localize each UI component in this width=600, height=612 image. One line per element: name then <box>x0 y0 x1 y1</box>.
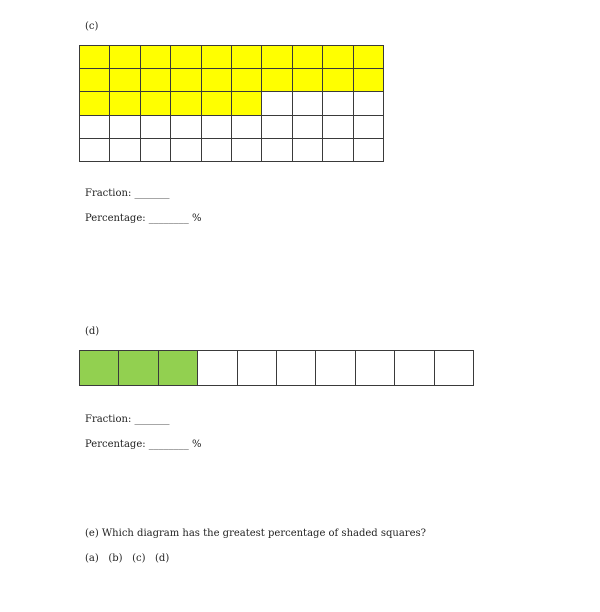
grid-c-row <box>80 92 384 115</box>
grid-c-shaded-square <box>80 69 110 92</box>
grid-d-empty-square <box>395 351 434 386</box>
grid-d-empty-square <box>434 351 473 386</box>
grid-d-empty-square <box>316 351 355 386</box>
grid-c-shaded-square <box>140 69 170 92</box>
grid-c-empty-square <box>323 138 353 161</box>
grid-c-empty-square <box>292 92 322 115</box>
grid-c-empty-square <box>171 138 201 161</box>
grid-c-row <box>80 138 384 161</box>
grid-c-empty-square <box>262 138 292 161</box>
grid-c-empty-square <box>353 92 383 115</box>
grid-c-shaded-square <box>231 92 261 115</box>
grid-c-shaded-square <box>292 69 322 92</box>
grid-c-shaded-square <box>171 46 201 69</box>
section-c-label: (c) <box>85 21 99 32</box>
grid-d-empty-square <box>198 351 237 386</box>
option-a[interactable]: (a) <box>85 553 99 564</box>
grid-c-empty-square <box>231 138 261 161</box>
grid-c-empty-square <box>262 92 292 115</box>
section-c-percentage: Percentage: ________ % <box>85 213 202 224</box>
grid-c-shaded-square <box>110 92 140 115</box>
grid-c-shaded-square <box>201 92 231 115</box>
grid-c-shaded-square <box>231 46 261 69</box>
grid-d-shaded-square <box>119 351 158 386</box>
grid-d <box>79 350 474 386</box>
answer-options <box>85 553 169 565</box>
grid-c-row <box>80 115 384 138</box>
grid-c-empty-square <box>171 115 201 138</box>
grid-c-empty-square <box>80 138 110 161</box>
grid-c-empty-square <box>353 115 383 138</box>
grid-c-shaded-square <box>80 46 110 69</box>
grid-c-empty-square <box>140 115 170 138</box>
grid-c <box>79 45 384 162</box>
grid-c-shaded-square <box>231 69 261 92</box>
grid-c-row <box>80 69 384 92</box>
grid-c-shaded-square <box>171 69 201 92</box>
grid-c-empty-square <box>140 138 170 161</box>
grid-c-shaded-square <box>262 69 292 92</box>
grid-c-empty-square <box>292 115 322 138</box>
option-d[interactable]: (d) <box>155 553 170 564</box>
grid-c-shaded-square <box>201 69 231 92</box>
grid-c-empty-square <box>231 115 261 138</box>
grid-c-shaded-square <box>110 69 140 92</box>
grid-c-empty-square <box>323 92 353 115</box>
grid-d-shaded-square <box>80 351 119 386</box>
grid-c-empty-square <box>292 138 322 161</box>
grid-c-empty-square <box>353 138 383 161</box>
option-b[interactable]: (b) <box>108 553 123 564</box>
grid-c-shaded-square <box>201 46 231 69</box>
grid-c-shaded-square <box>353 46 383 69</box>
grid-c-empty-square <box>323 115 353 138</box>
grid-d-empty-square <box>237 351 276 386</box>
section-d-fraction: Fraction: _______ <box>85 414 170 425</box>
section-d-label: (d) <box>85 326 100 337</box>
section-c-fraction: Fraction: _______ <box>85 188 170 199</box>
grid-c-empty-square <box>110 115 140 138</box>
grid-c-shaded-square <box>110 46 140 69</box>
grid-d-empty-square <box>355 351 394 386</box>
grid-c-shaded-square <box>323 46 353 69</box>
grid-c-empty-square <box>80 115 110 138</box>
grid-d-shaded-square <box>158 351 197 386</box>
grid-d-empty-square <box>276 351 315 386</box>
grid-c-row <box>80 46 384 69</box>
section-d-percentage: Percentage: ________ % <box>85 439 202 450</box>
grid-c-shaded-square <box>171 92 201 115</box>
option-c[interactable]: (c) <box>132 553 146 564</box>
question-e-text: (e) Which diagram has the greatest percentage of shaded squares? <box>85 528 426 539</box>
grid-c-empty-square <box>201 115 231 138</box>
grid-c-shaded-square <box>140 92 170 115</box>
grid-c-shaded-square <box>323 69 353 92</box>
grid-c-shaded-square <box>353 69 383 92</box>
grid-c-shaded-square <box>140 46 170 69</box>
grid-d-row <box>80 351 474 386</box>
grid-c-shaded-square <box>80 92 110 115</box>
grid-c-shaded-square <box>262 46 292 69</box>
grid-c-empty-square <box>110 138 140 161</box>
grid-c-shaded-square <box>292 46 322 69</box>
grid-c-empty-square <box>201 138 231 161</box>
grid-c-empty-square <box>262 115 292 138</box>
